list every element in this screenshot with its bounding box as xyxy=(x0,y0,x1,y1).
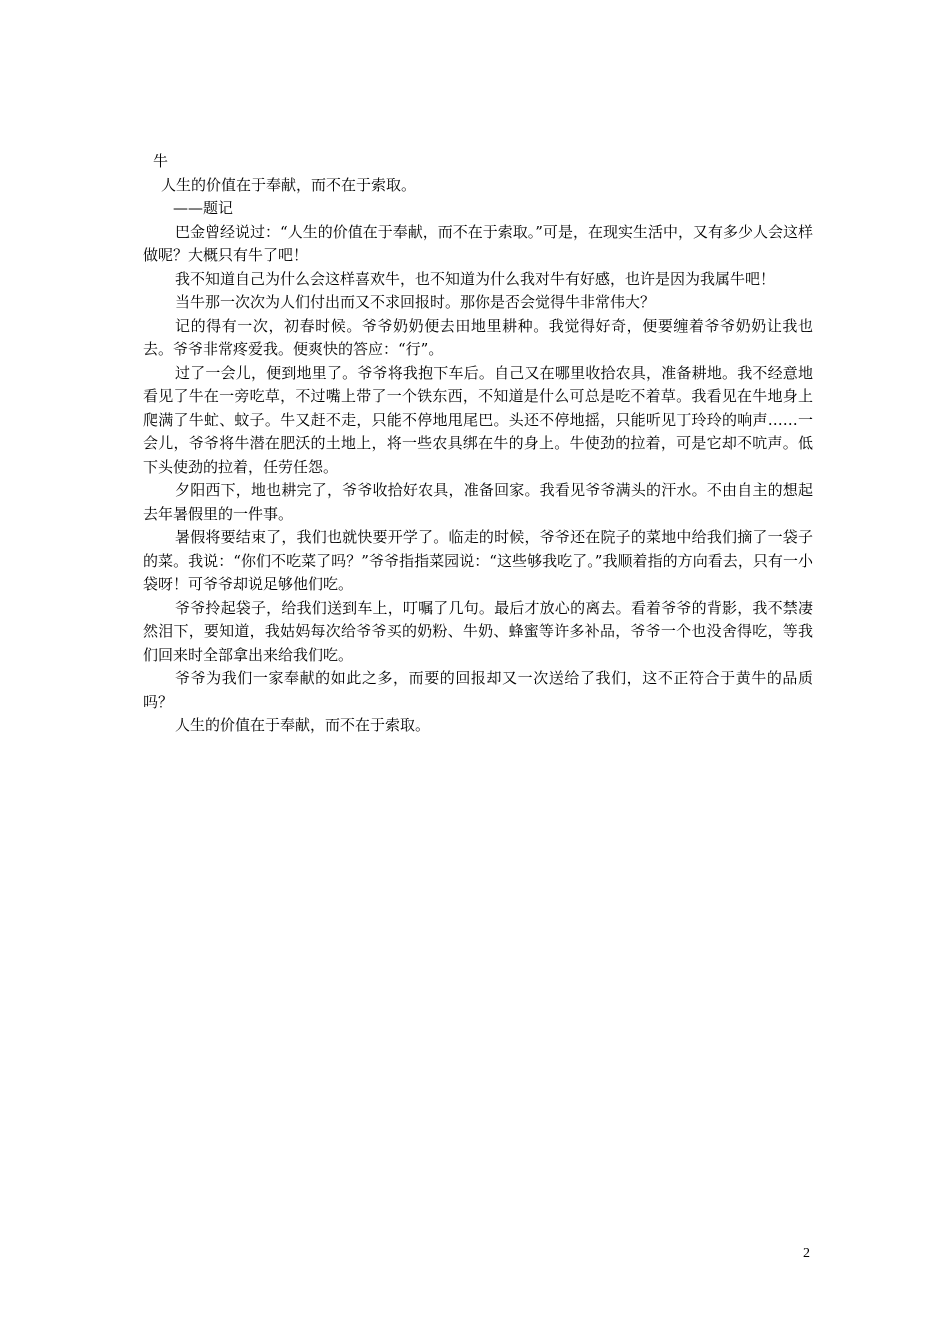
paragraph: 过了一会儿，便到地里了。爷爷将我抱下车后。自己又在哪里收拾农具，准备耕地。我不经意地看见了牛在一旁吃草，不过嘴上带了一个铁东西，不知道是什么可总是吃不着草。我看见在牛地身上爬满了牛虻、蚊子。牛又赶不走，只能不停地甩尾巴。头还不停地摇，只能听见丁玲玲的响声……一会儿，爷爷将牛潜在肥沃的土地上，将一些农具绑在牛的身上。牛使劲的拉着，可是它却不吭声。低下头使劲的拉着，任劳任怨。 xyxy=(143,363,813,476)
essay-body xyxy=(143,150,813,738)
page-number: 2 xyxy=(803,1246,810,1261)
essay-title: 牛 xyxy=(153,152,169,170)
essay-motto: 人生的价值在于奉献，而不在于索取。 xyxy=(161,175,417,194)
paragraph: 夕阳西下，地也耕完了，爷爷收拾好农具，准备回家。我看见爷爷满头的汗水。不由自主的想起去年暑假里的一件事。 xyxy=(143,481,813,523)
paragraph: 记的得有一次，初春时候。爷爷奶奶便去田地里耕种。我觉得好奇，便要缠着爷爷奶奶让我也去。爷爷非常疼爱我。便爽快的答应：“行”。 xyxy=(143,316,813,358)
paragraph: 当牛那一次次为人们付出而又不求回报时。那你是否会觉得牛非常伟大？ xyxy=(175,293,656,311)
motto-attribution: ——题记 xyxy=(173,199,234,217)
paragraph: 暑假将要结束了，我们也就快要开学了。临走的时候，爷爷还在院子的菜地中给我们摘了一袋子的菜。我说：“你们不吃菜了吗？”爷爷指指菜园说：“这些够我吃了。”我顺着指的方向看去，只有一小袋呀！可爷爷却说足够他们吃。 xyxy=(143,528,813,593)
paragraph: 巴金曾经说过：“人生的价值在于奉献，而不在于索取。”可是，在现实生活中，又有多少人会这样做呢？大概只有牛了吧！ xyxy=(143,222,813,264)
paragraph: 我不知道自己为什么会这样喜欢牛，也不知道为什么我对牛有好感，也许是因为我属牛吧！ xyxy=(175,269,776,288)
paragraph: 爷爷为我们一家奉献的如此之多，而要的回报却又一次送给了我们，这不正符合于黄牛的品质吗？ xyxy=(143,669,813,711)
paragraph: 爷爷拎起袋子，给我们送到车上，叮嘱了几句。最后才放心的离去。看着爷爷的背影，我不禁凄然泪下，要知道，我姑妈每次给爷爷买的奶粉、牛奶、蜂蜜等许多补品，爷爷一个也没舍得吃，等我们回来时全部拿出来给我们吃。 xyxy=(143,598,813,664)
paragraph: 人生的价值在于奉献，而不在于索取。 xyxy=(175,716,431,734)
